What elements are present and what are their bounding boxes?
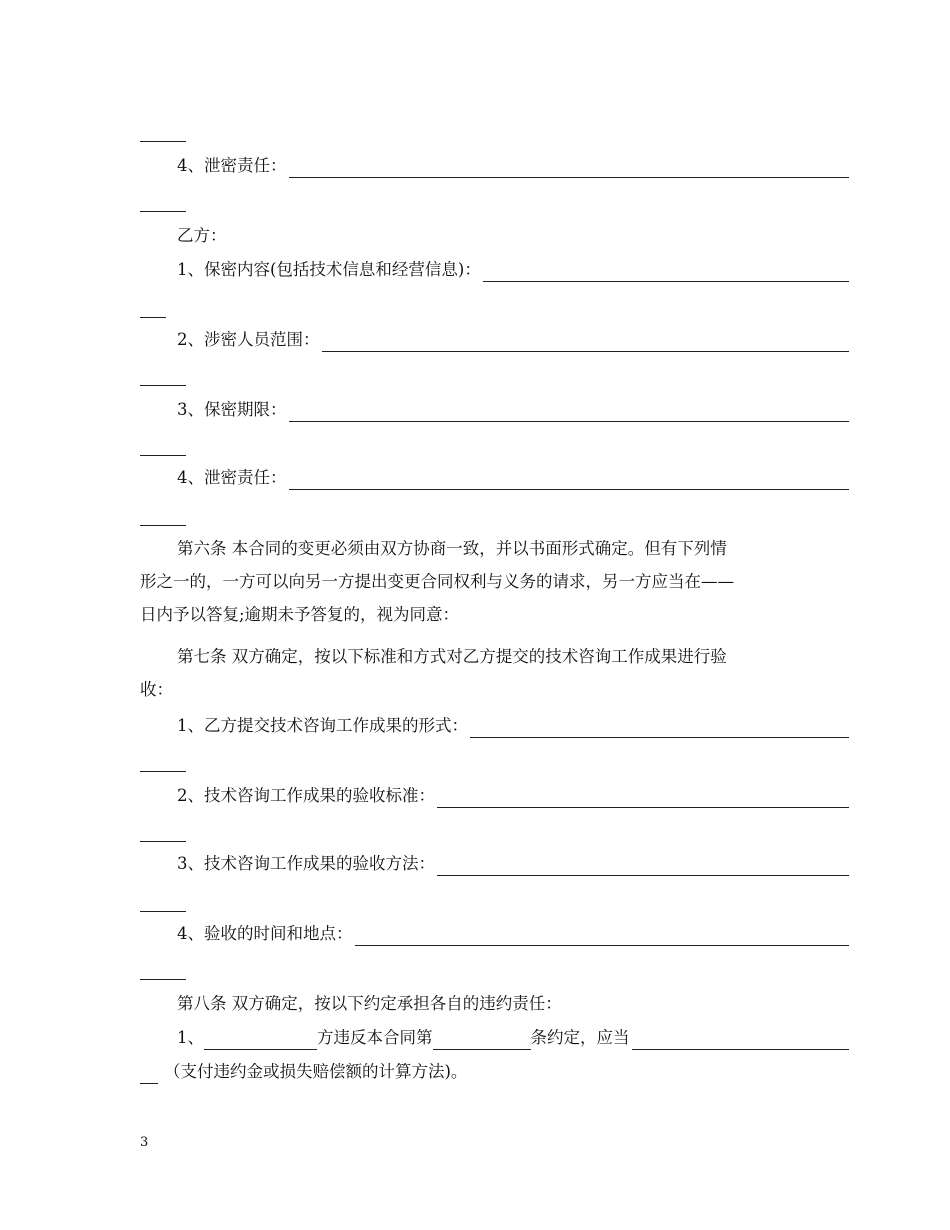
continuation-blank xyxy=(140,362,812,386)
item-label: 4、泄密责任： xyxy=(177,468,287,487)
continuation-blank xyxy=(140,956,812,980)
article-8-item-1 xyxy=(140,1026,849,1050)
fill-blank xyxy=(437,793,849,808)
item-label: 4、验收的时间和地点： xyxy=(177,924,353,943)
item-label: 1、乙方提交技术咨询工作成果的形式： xyxy=(177,716,468,735)
article-7-item-1 xyxy=(140,714,849,738)
blank-stub xyxy=(140,127,186,142)
article-6-line-3: 日内予以答复;逾期未予答复的，视为同意： xyxy=(140,605,460,624)
item-label: 3、技术咨询工作成果的验收方法： xyxy=(177,854,435,873)
fill-blank xyxy=(355,931,850,946)
item-mid-1: 方违反本合同第 xyxy=(317,1028,433,1047)
article-7-line-2: 收： xyxy=(140,680,173,699)
article-7-line-1: 第七条 双方确定，按以下标准和方式对乙方提交的技术咨询工作成果进行验 xyxy=(177,647,727,666)
article-7-item-2 xyxy=(140,784,849,808)
article-7-item-4 xyxy=(140,922,849,946)
fill-blank xyxy=(470,723,849,738)
item-label: 2、技术咨询工作成果的验收标准： xyxy=(177,786,435,805)
continuation-blank xyxy=(140,188,812,212)
fill-blank xyxy=(632,1035,850,1050)
article-6-line-2: 形之一的，一方可以向另一方提出变更合同权利与义务的请求，另一方应当在—— xyxy=(140,572,734,591)
blank-stub xyxy=(140,757,186,772)
party-b-heading xyxy=(140,224,849,248)
continuation-blank xyxy=(140,888,812,912)
party-a-item-4 xyxy=(140,154,849,178)
party-b-item-3 xyxy=(140,398,849,422)
item-label: 1、保密内容(包括技术信息和经营信息)： xyxy=(177,260,481,279)
fill-blank xyxy=(437,861,849,876)
article-6-line-1: 第六条 本合同的变更必须由双方协商一致，并以书面形式确定。但有下列情 xyxy=(177,539,727,558)
item-prefix: 1、 xyxy=(177,1028,204,1047)
blank-stub xyxy=(140,965,186,980)
fill-blank xyxy=(289,163,850,178)
blank-stub xyxy=(140,897,186,912)
blank-stub xyxy=(140,827,186,842)
clause-number-blank xyxy=(433,1035,531,1050)
continuation-blank xyxy=(140,294,812,318)
article-8-line-1 xyxy=(140,992,849,1016)
article-6 xyxy=(140,532,812,631)
item-label: 3、保密期限： xyxy=(177,400,287,419)
blank-stub xyxy=(140,303,166,318)
fill-blank xyxy=(483,267,849,282)
page-number: 3 xyxy=(140,1135,149,1150)
continuation-blank xyxy=(140,432,812,456)
article-8-text: 第八条 双方确定，按以下约定承担各自的违约责任： xyxy=(177,994,562,1013)
item-label: 4、泄密责任： xyxy=(177,156,287,175)
heading-text: 乙方： xyxy=(177,226,227,245)
blank-stub xyxy=(140,371,186,386)
item-suffix: （支付违约金或损失赔偿额的计算方法)。 xyxy=(164,1062,468,1081)
continuation-blank xyxy=(140,118,812,142)
party-b-item-2 xyxy=(140,328,849,352)
article-8-item-1-cont xyxy=(140,1060,812,1084)
party-b-item-1 xyxy=(140,258,849,282)
blank-stub xyxy=(140,441,186,456)
continuation-blank xyxy=(140,502,812,526)
party-blank xyxy=(204,1035,317,1050)
fill-blank xyxy=(289,475,850,490)
blank-stub xyxy=(140,1069,158,1084)
fill-blank xyxy=(322,337,850,352)
continuation-blank xyxy=(140,818,812,842)
continuation-blank xyxy=(140,748,812,772)
party-b-item-4 xyxy=(140,466,849,490)
fill-blank xyxy=(289,407,850,422)
item-mid-2: 条约定，应当 xyxy=(530,1028,630,1047)
blank-stub xyxy=(140,511,186,526)
article-7 xyxy=(140,640,812,706)
blank-stub xyxy=(140,197,186,212)
article-7-item-3 xyxy=(140,852,849,876)
item-label: 2、涉密人员范围： xyxy=(177,330,320,349)
